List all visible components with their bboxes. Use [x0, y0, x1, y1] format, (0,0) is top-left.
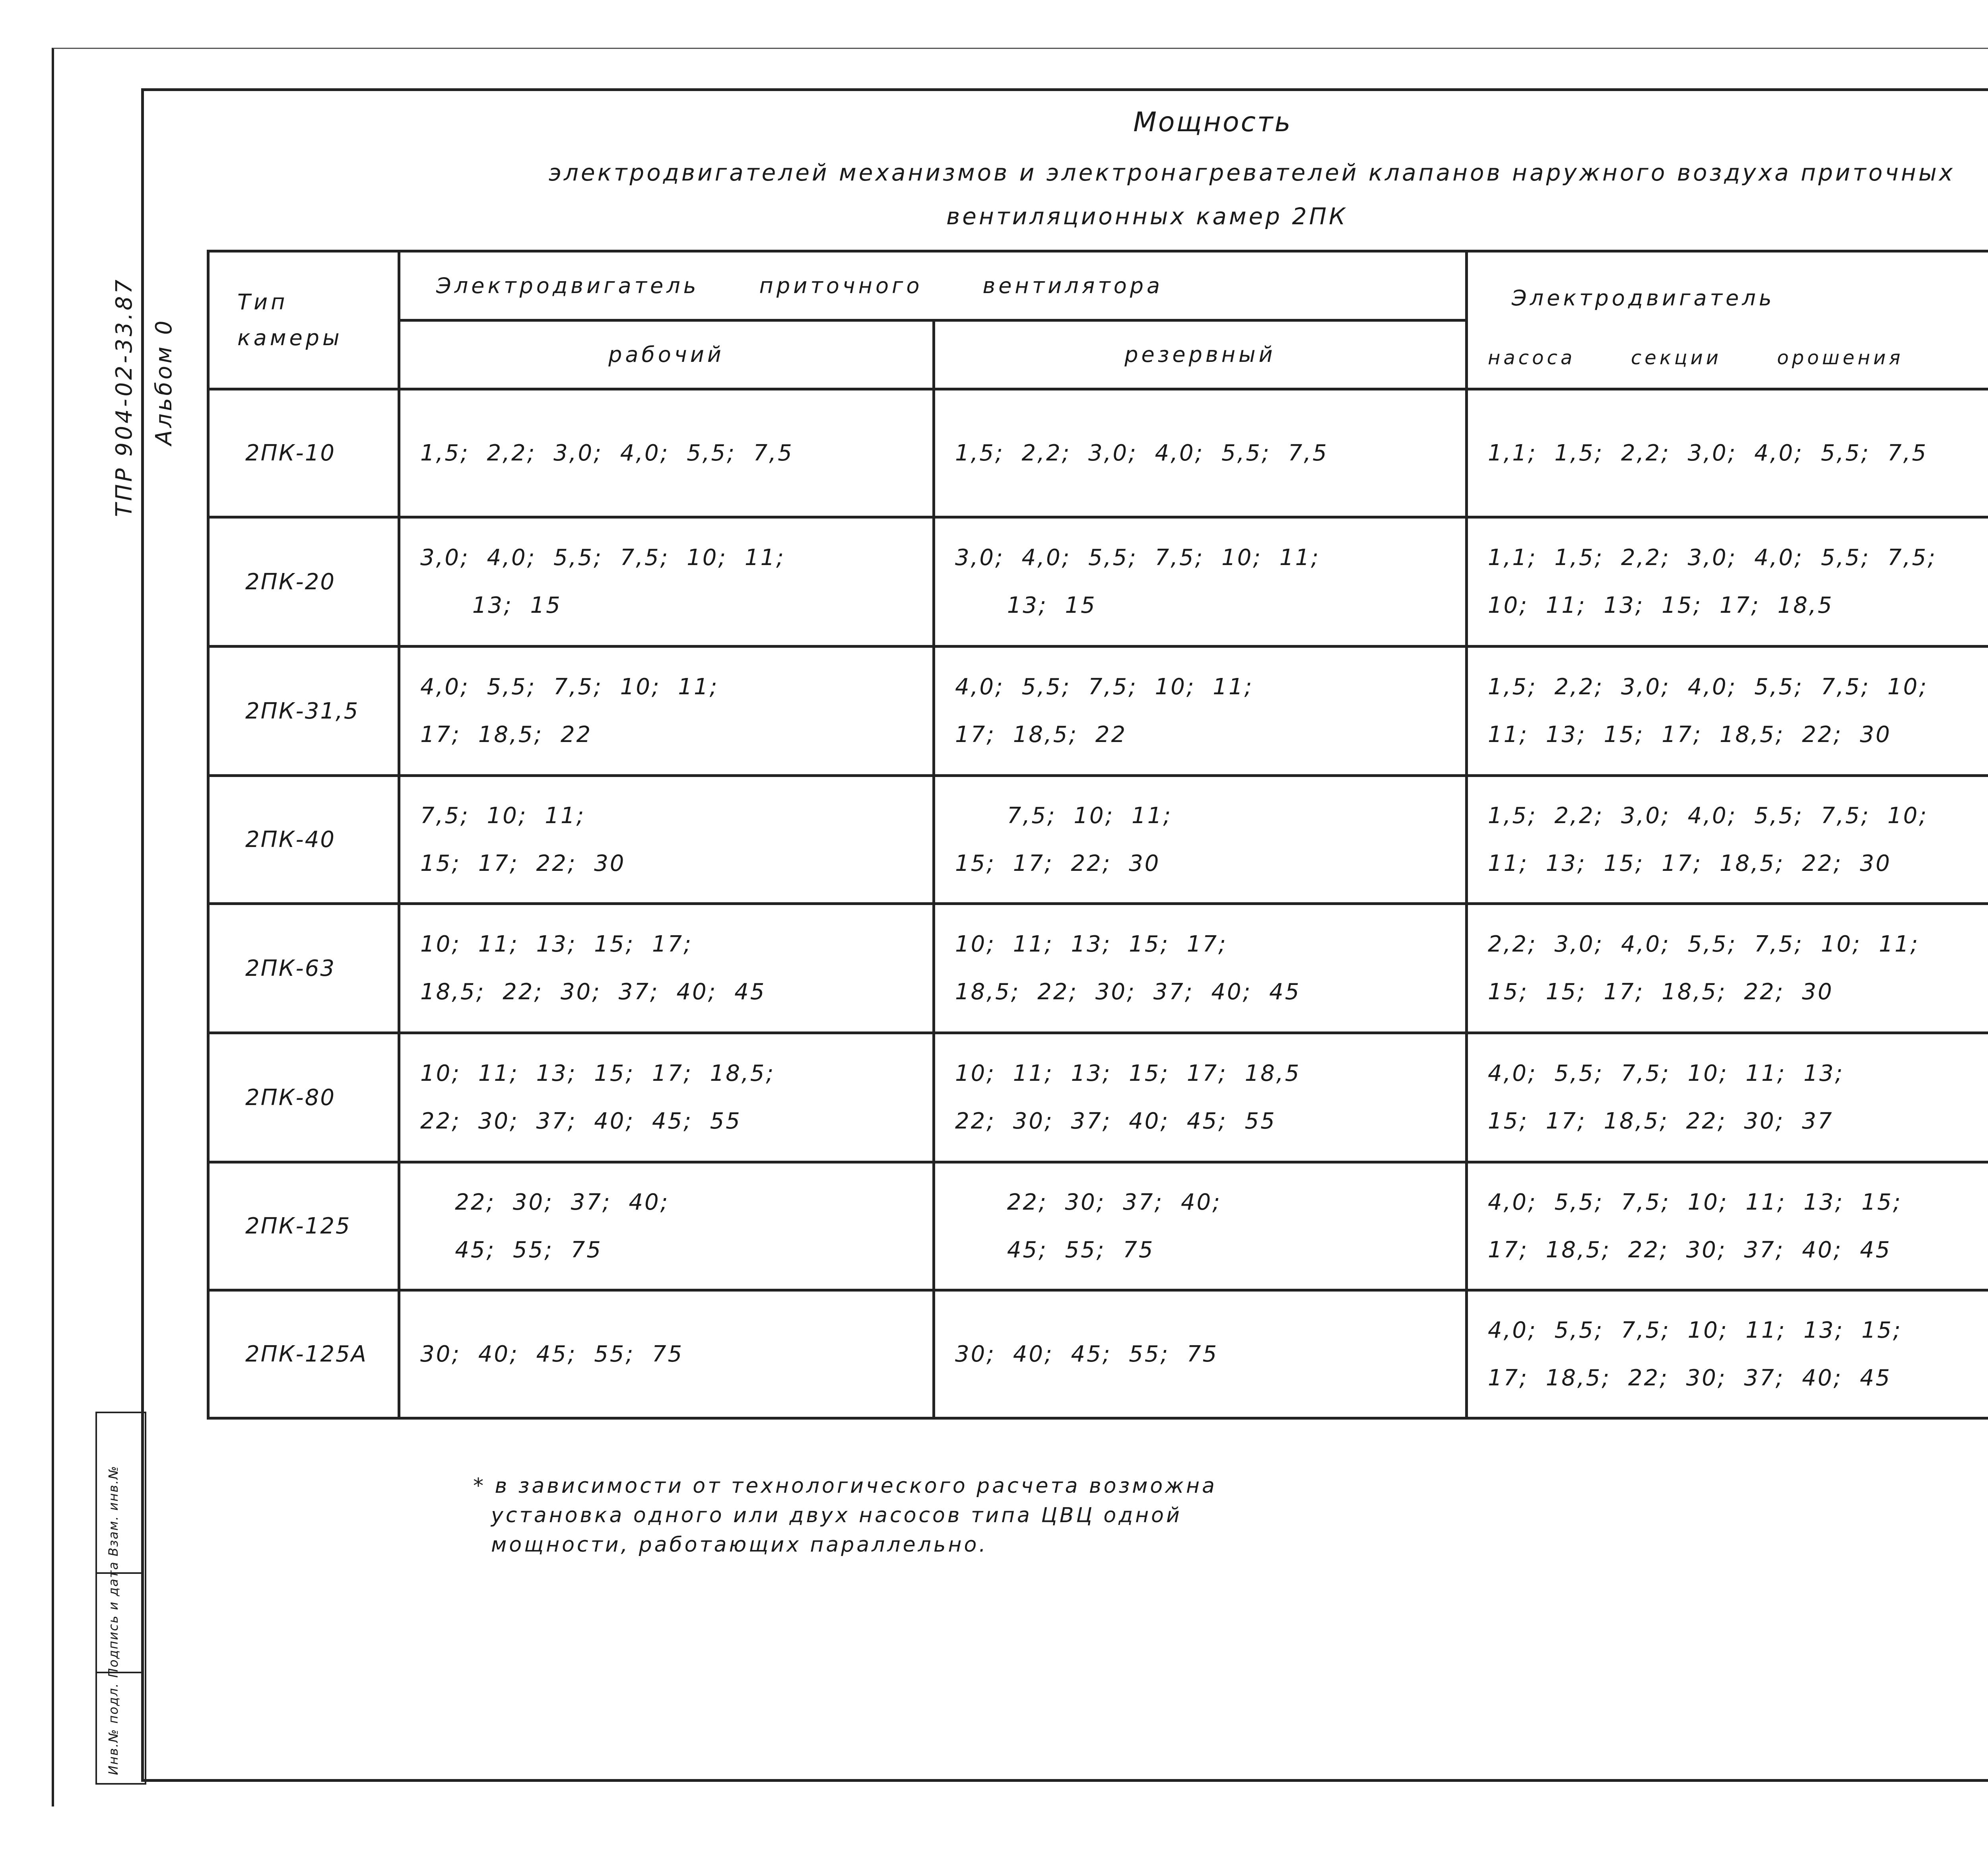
row-working: 30; 40; 45; 55; 75: [399, 1290, 934, 1418]
table-row: [208, 389, 1988, 517]
title-line1: Мощность: [1133, 107, 1292, 138]
row-type: 2ПК-40: [208, 776, 399, 904]
power-table: [207, 250, 1988, 1420]
header-type: Тип камеры: [208, 251, 399, 389]
row-pump: 4,0; 5,5; 7,5; 10; 11; 13; 15; 17; 18,5; 22; 30; 37; 40; 45: [1467, 1162, 1988, 1290]
table-row: [208, 1290, 1988, 1418]
row-reserve: 30; 40; 45; 55; 75: [934, 1290, 1467, 1418]
row-reserve: 4,0; 5,5; 7,5; 10; 11; 17; 18,5; 22: [934, 647, 1467, 776]
row-type: 2ПК-31,5: [208, 647, 399, 776]
title-line2: электродвигателей механизмов и электронагревателей клапанов наружного воздуха приточных: [549, 159, 1955, 186]
side-label-line1: ТПР 904-02-33.87: [111, 277, 137, 517]
row-reserve: 1,5; 2,2; 3,0; 4,0; 5,5; 7,5: [934, 389, 1467, 517]
row-reserve: 10; 11; 13; 15; 17; 18,5; 22; 30; 37; 40; 45: [934, 904, 1467, 1033]
table-row: [208, 1033, 1988, 1162]
row-pump: 1,5; 2,2; 3,0; 4,0; 5,5; 7,5; 10; 11; 13; 15; 17; 18,5; 22; 30: [1467, 776, 1988, 904]
row-reserve: 10; 11; 13; 15; 17; 18,5 22; 30; 37; 40; 45; 55: [934, 1033, 1467, 1162]
row-working: 3,0; 4,0; 5,5; 7,5; 10; 11; 13; 15: [399, 517, 934, 647]
table-row: [208, 517, 1988, 647]
table-row: [208, 647, 1988, 776]
row-working: 7,5; 10; 11; 15; 17; 22; 30: [399, 776, 934, 904]
row-pump: 2,2; 3,0; 4,0; 5,5; 7,5; 10; 11; 15; 15; 17; 18,5; 22; 30: [1467, 904, 1988, 1033]
header-fan-reserve: резервный: [934, 320, 1467, 389]
row-working: 10; 11; 13; 15; 17; 18,5; 22; 30; 37; 40; 45: [399, 904, 934, 1033]
row-reserve: 7,5; 10; 11; 15; 17; 22; 30: [934, 776, 1467, 904]
table-row: [208, 1162, 1988, 1290]
side-label-line2: Альбом 0: [151, 318, 177, 445]
row-reserve: 3,0; 4,0; 5,5; 7,5; 10; 11; 13; 15: [934, 517, 1467, 647]
row-type: 2ПК-125А: [208, 1290, 399, 1418]
row-pump: 4,0; 5,5; 7,5; 10; 11; 13; 15; 17; 18,5; 22; 30; 37; 40; 45: [1467, 1290, 1988, 1418]
side-label: [52, 119, 177, 517]
row-type: 2ПК-20: [208, 517, 399, 647]
row-type: 2ПК-63: [208, 904, 399, 1033]
header-fan: Электродвигатель приточного вентилятора: [399, 251, 1467, 320]
row-working: 4,0; 5,5; 7,5; 10; 11; 17; 18,5; 22: [399, 647, 934, 776]
row-pump: 1,1; 1,5; 2,2; 3,0; 4,0; 5,5; 7,5; 10; 11; 13; 15; 17; 18,5: [1467, 517, 1988, 647]
row-pump: 1,5; 2,2; 3,0; 4,0; 5,5; 7,5; 10; 11; 13; 15; 17; 18,5; 22; 30: [1467, 647, 1988, 776]
header-fan-working: рабочий: [399, 320, 934, 389]
row-type: 2ПК-80: [208, 1033, 399, 1162]
row-working: 22; 30; 37; 40; 45; 55; 75: [399, 1162, 934, 1290]
row-type: 2ПК-125: [208, 1162, 399, 1290]
header-pump-motor-title: Электродвигатель: [1512, 286, 1775, 311]
row-type: 2ПК-10: [208, 389, 399, 517]
side-stamp-label: Инв.№ подл. Подпись и дата Взам. инв.№: [106, 1465, 121, 1775]
header-pump-motor-sub: насоса секции орошения: [1488, 347, 1904, 369]
row-pump: 4,0; 5,5; 7,5; 10; 11; 13; 15; 17; 18,5; 22; 30; 37: [1467, 1033, 1988, 1162]
footnote: * в зависимости от технологического расчета возможна установка одного или двух насосов типа ЦВЦ одной мощности, работающих параллельно.: [473, 1474, 1217, 1557]
header-pump-motor: [1467, 251, 1988, 389]
row-reserve: 22; 30; 37; 40; 45; 55; 75: [934, 1162, 1467, 1290]
table-row: [208, 776, 1988, 904]
row-working: 10; 11; 13; 15; 17; 18,5; 22; 30; 37; 40; 45; 55: [399, 1033, 934, 1162]
title-line3: вентиляционных камер 2ПК: [946, 203, 1348, 230]
row-working: 1,5; 2,2; 3,0; 4,0; 5,5; 7,5: [399, 389, 934, 517]
side-stamp: [95, 1412, 146, 1785]
row-pump: 1,1; 1,5; 2,2; 3,0; 4,0; 5,5; 7,5: [1467, 389, 1988, 517]
table-row: [208, 904, 1988, 1033]
